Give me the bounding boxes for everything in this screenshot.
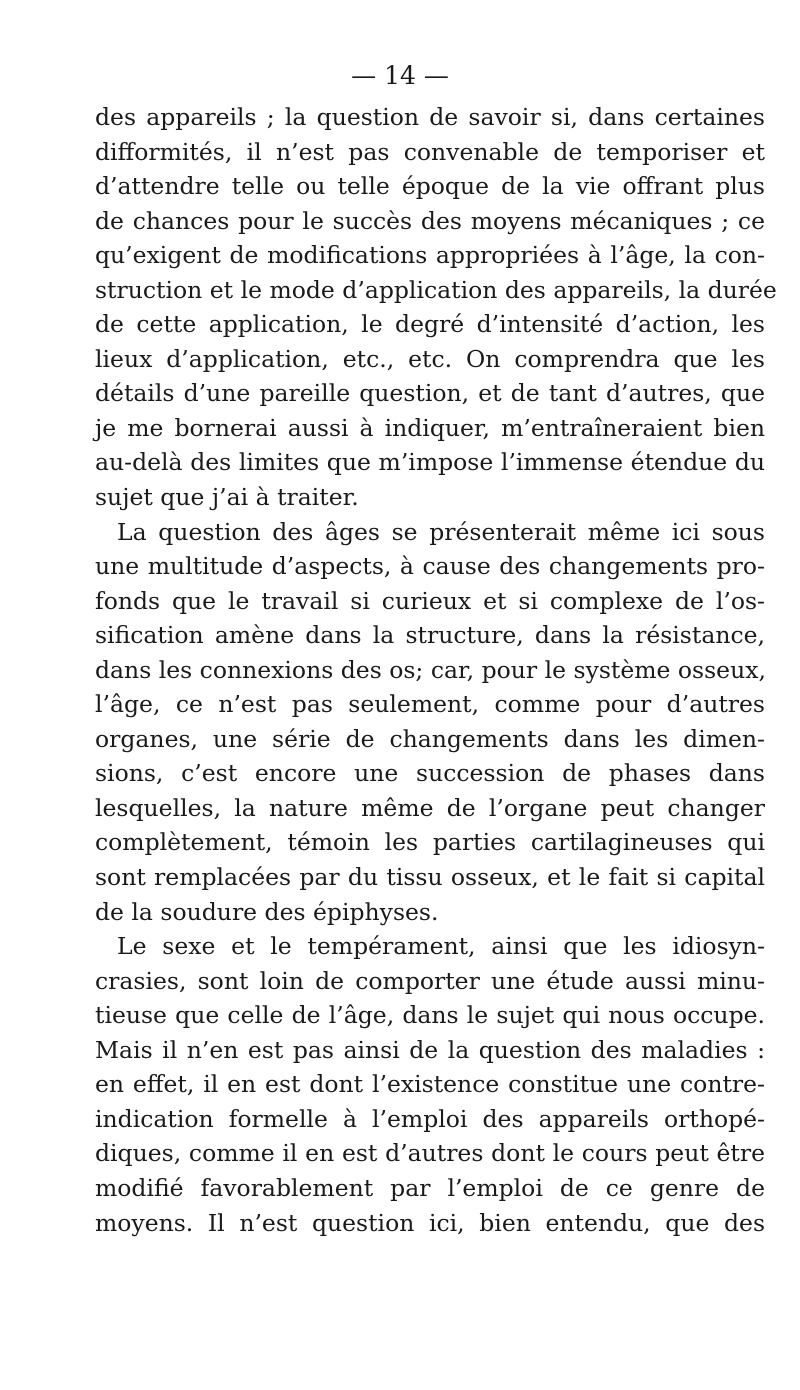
text-line: sont remplacées par du tissu osseux, et le fait si capital (95, 863, 765, 892)
text-line: complètement, témoin les parties cartilagineuses qui (95, 828, 765, 857)
text-line: difformités, il n’est pas convenable de temporiser et (95, 137, 765, 166)
text-line: fonds que le travail si curieux et si complexe de l’os- (95, 586, 765, 615)
text-line: en effet, il en est dont l’existence constitue une contre- (95, 1070, 765, 1099)
text-line: La question des âges se présenterait même ici sous (117, 517, 765, 546)
text-line: sions, c’est encore une succession de phases dans (95, 759, 765, 788)
text-line: Mais il n’en est pas ainsi de la question des maladies : (95, 1035, 765, 1064)
text-line: une multitude d’aspects, à cause des changements pro- (95, 552, 765, 581)
text-line: moyens. Il n’est question ici, bien entendu, que des (95, 1208, 765, 1237)
text-line: lieux d’application, etc., etc. On comprendra que les (95, 344, 765, 373)
paragraph-end-line: de la soudure des épiphyses. (95, 897, 439, 926)
text-line: détails d’une pareille question, et de tant d’autres, que (95, 379, 765, 408)
page-number: — 14 — (351, 61, 449, 90)
text-line: sification amène dans la structure, dans la résistance, (95, 621, 765, 650)
text-line: tieuse que celle de l’âge, dans le sujet qui nous occupe. (95, 1001, 765, 1030)
text-line: je me bornerai aussi à indiquer, m’entraîneraient bien (95, 413, 765, 442)
text-line: des appareils ; la question de savoir si, dans certaines (95, 103, 765, 131)
text-line: Le sexe et le tempérament, ainsi que les idiosyn- (117, 932, 765, 961)
paragraph-end-line: sujet que j’ai à traiter. (95, 483, 359, 512)
text-line: de chances pour le succès des moyens mécaniques ; ce (95, 206, 765, 235)
text-line: diques, comme il en est d’autres dont le cours peut être (95, 1139, 765, 1168)
text-line: l’âge, ce n’est pas seulement, comme pour d’autres (95, 690, 765, 719)
text-line: dans les connexions des os; car, pour le système osseux, (95, 655, 766, 684)
text-line: modifié favorablement par l’emploi de ce genre de (95, 1173, 765, 1202)
body-text (95, 100, 777, 1240)
text-line: indication formelle à l’emploi des appareils orthopé- (95, 1104, 765, 1133)
text-line: au-delà des limites que m’impose l’immense étendue du (95, 448, 765, 477)
text-line: d’attendre telle ou telle époque de la vie offrant plus (95, 172, 765, 201)
text-line: lesquelles, la nature même de l’organe peut changer (95, 793, 765, 822)
text-line: de cette application, le degré d’intensité d’action, les (95, 310, 765, 339)
text-line: crasies, sont loin de comporter une étude aussi minu- (95, 966, 765, 995)
text-line: organes, une série de changements dans les dimen- (95, 724, 765, 753)
text-line: qu’exigent de modifications appropriées à l’âge, la con- (95, 241, 765, 270)
text-line: struction et le mode d’application des appareils, la durée (95, 275, 777, 304)
